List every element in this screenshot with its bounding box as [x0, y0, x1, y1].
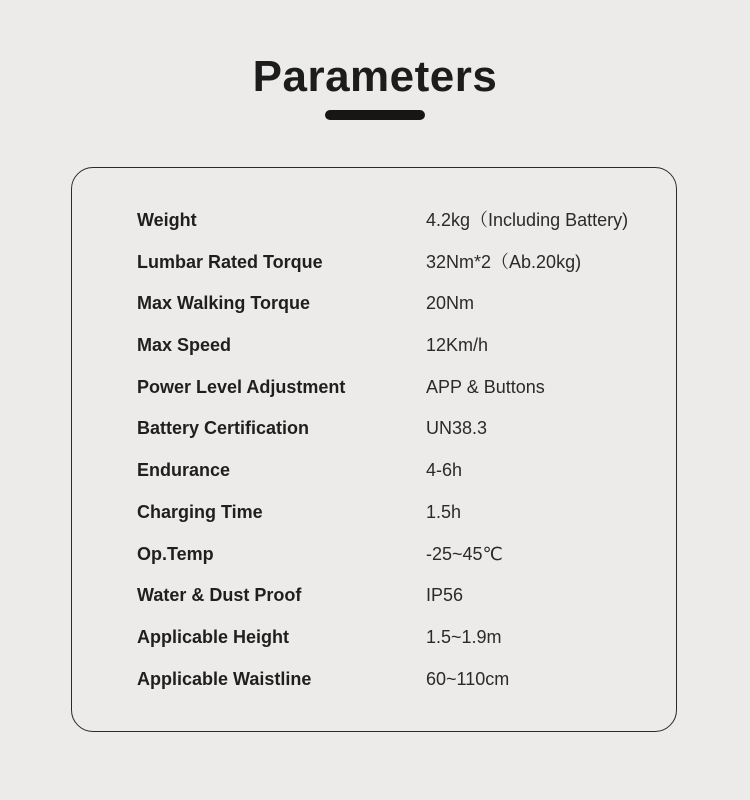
parameter-label: Applicable Waistline	[137, 668, 312, 689]
parameter-row-power-level-adjustment	[137, 367, 657, 409]
parameter-row-applicable-waistline	[137, 659, 657, 701]
parameter-value: 12Km/h	[426, 335, 489, 356]
parameter-value: IP56	[426, 585, 464, 606]
parameters-table	[137, 200, 657, 700]
parameter-row-weight	[137, 200, 657, 242]
parameter-row-battery-certification	[137, 408, 657, 450]
parameter-label: Max Walking Torque	[137, 293, 311, 314]
parameter-value: 1.5~1.9m	[426, 626, 502, 647]
parameter-value: -25~45℃	[426, 543, 503, 564]
parameter-row-max-walking-torque	[137, 283, 657, 325]
parameter-value: 20Nm	[426, 293, 475, 314]
page-title: Parameters	[252, 52, 498, 101]
parameter-label: Power Level Adjustment	[137, 376, 346, 397]
parameter-row-op-temp	[137, 534, 657, 576]
parameter-value: 60~110cm	[426, 668, 510, 689]
parameter-value: UN38.3	[426, 418, 488, 439]
parameter-label: Weight	[137, 210, 197, 230]
parameter-label: Battery Certification	[137, 418, 310, 439]
parameter-row-charging-time	[137, 492, 657, 534]
parameter-row-endurance	[137, 450, 657, 492]
parameter-label: Applicable Height	[137, 626, 290, 647]
parameter-label: Op.Temp	[137, 543, 214, 564]
parameter-label: Water & Dust Proof	[137, 585, 302, 606]
parameter-row-applicable-height	[137, 617, 657, 659]
parameter-row-lumbar-rated-torque	[137, 242, 657, 284]
parameter-label: Endurance	[137, 460, 231, 481]
parameter-value: 1.5h	[426, 501, 462, 522]
parameter-row-water-dust-proof	[137, 575, 657, 617]
parameter-value: 4.2kg（Including Battery)	[426, 210, 629, 230]
parameter-label: Max Speed	[137, 335, 232, 356]
parameter-label: Charging Time	[137, 501, 263, 522]
title-underline-bar	[325, 110, 425, 120]
parameter-value: 32Nm*2（Ab.20kg)	[426, 251, 582, 272]
parameter-row-max-speed	[137, 325, 657, 367]
parameter-value: APP & Buttons	[426, 376, 545, 397]
parameter-label: Lumbar Rated Torque	[137, 251, 323, 272]
parameter-value: 4-6h	[426, 460, 463, 481]
